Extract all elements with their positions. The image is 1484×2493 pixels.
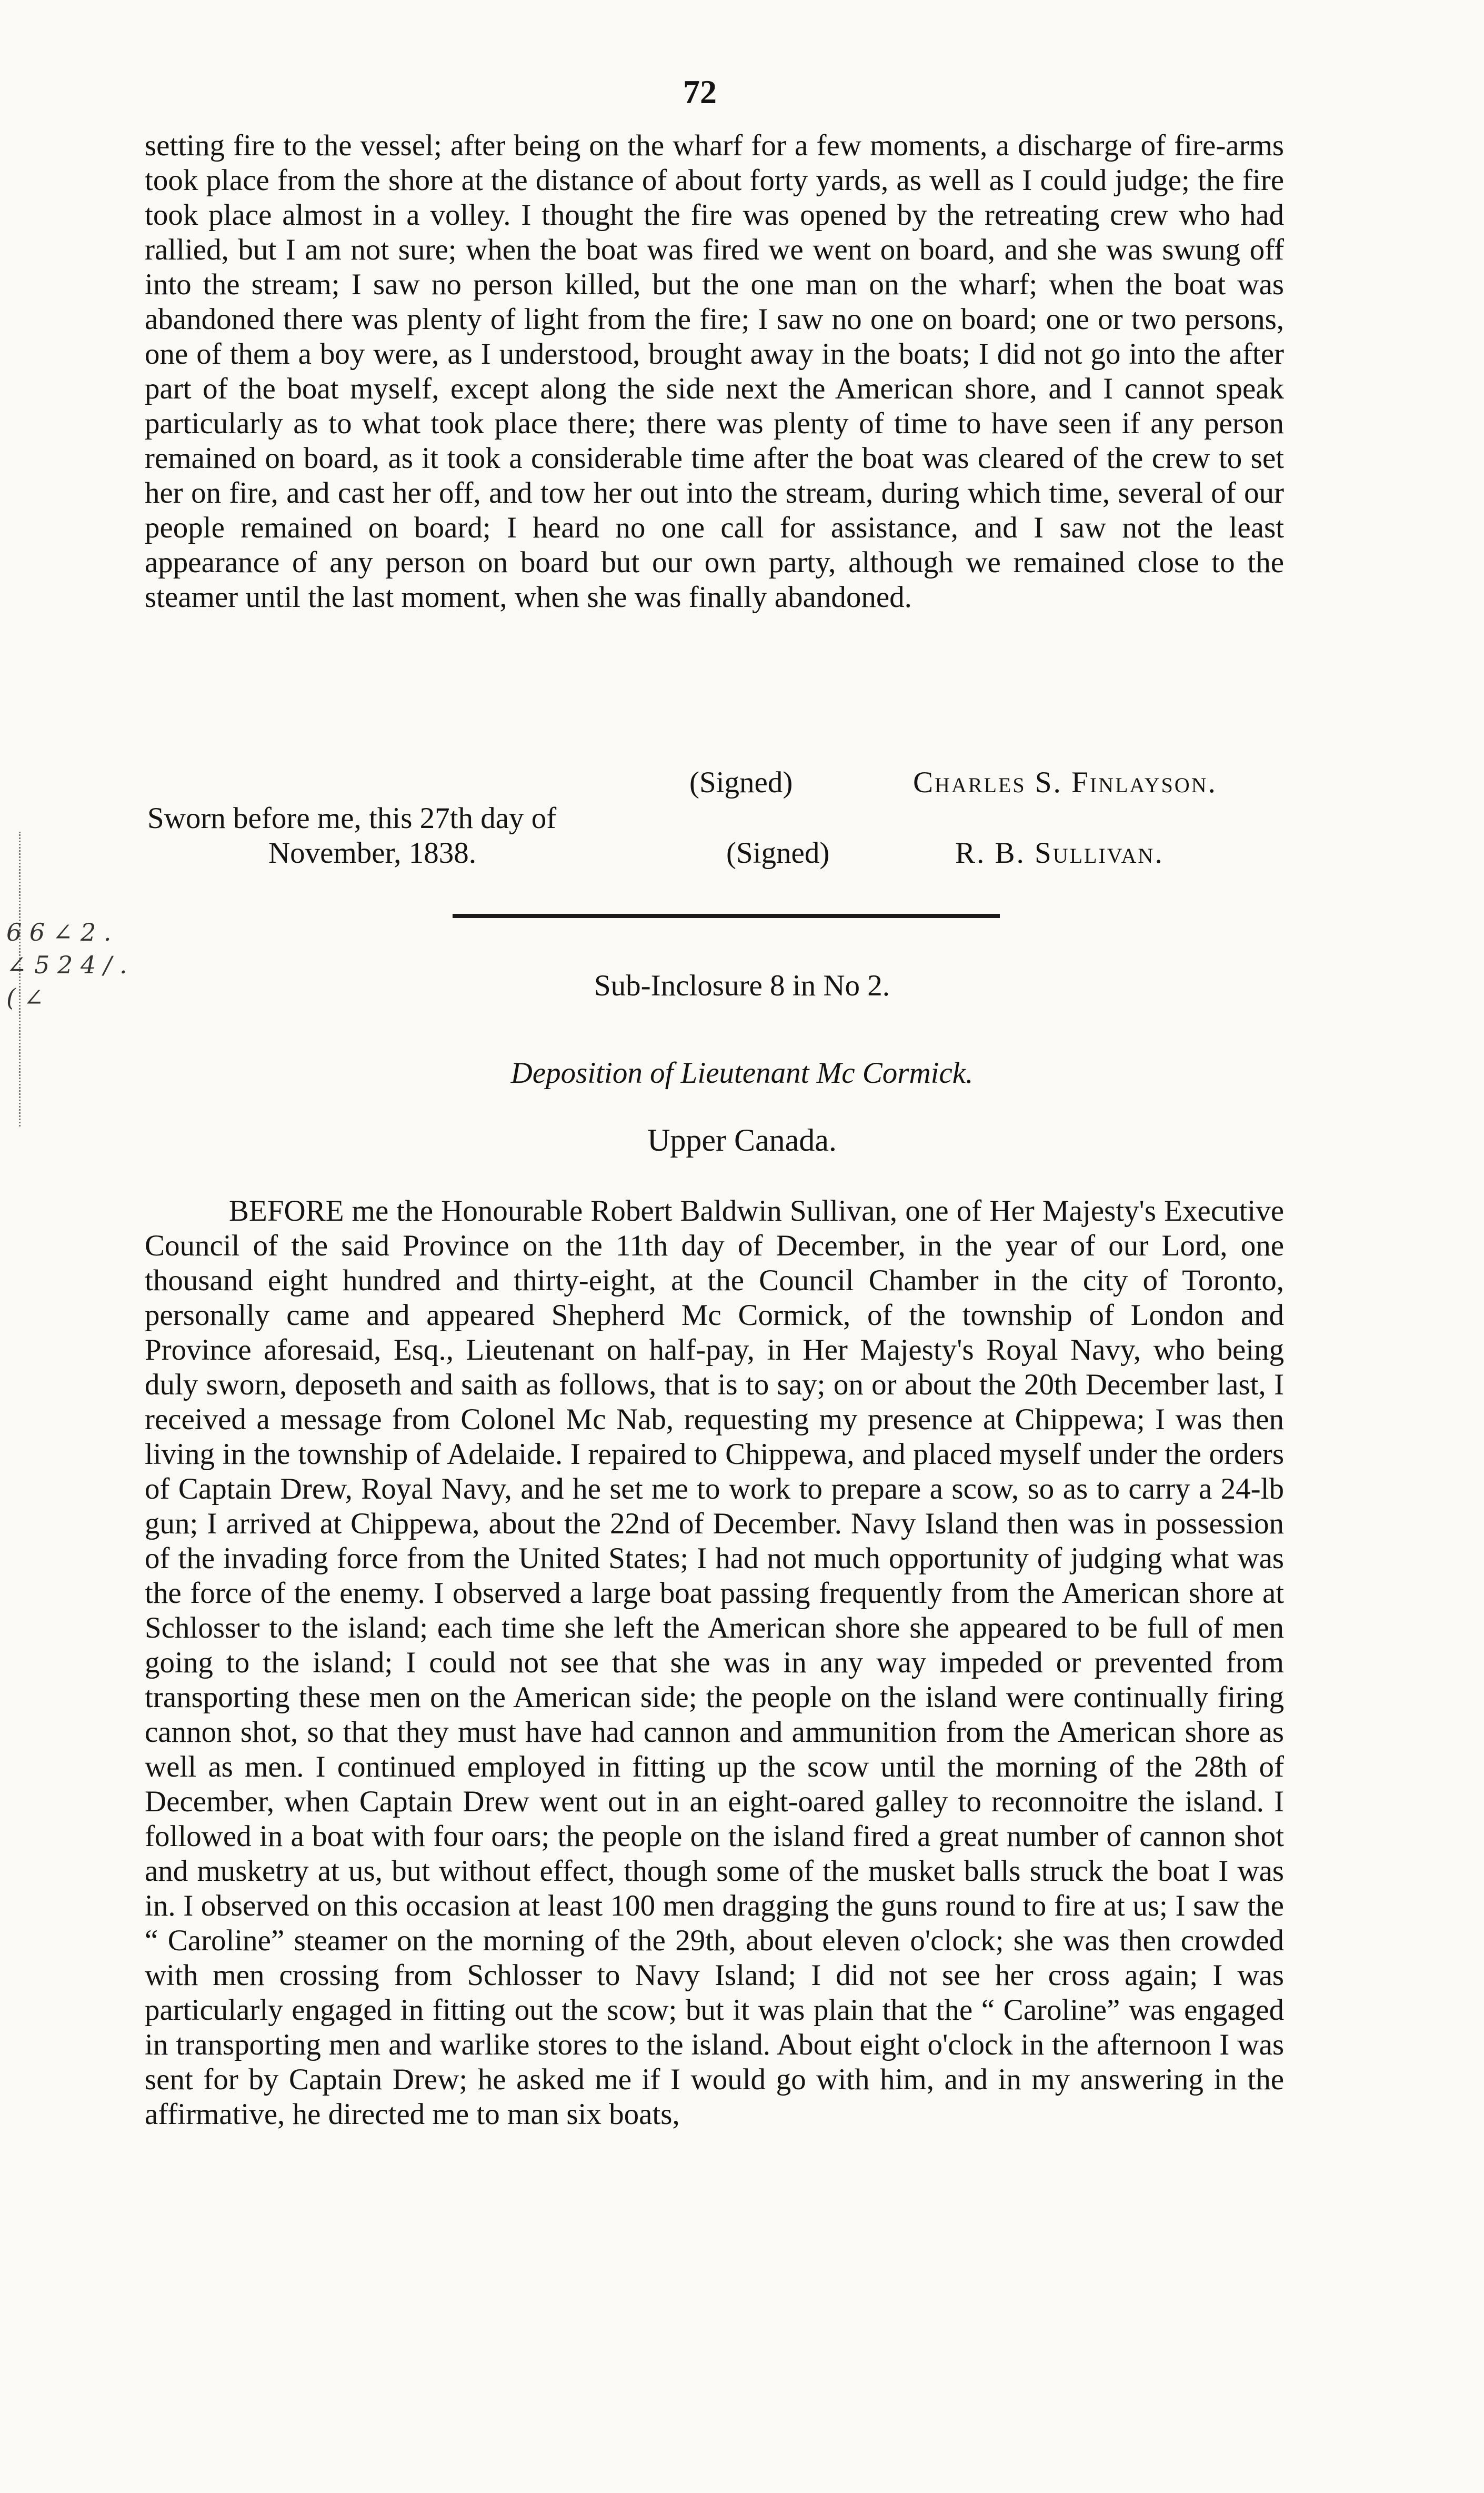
handwritten-margin-note: 6 6 ∠ 2 . ∠ 5 2 4 / . ( ∠	[6, 918, 127, 1012]
section-divider-rule	[453, 914, 1000, 918]
magistrate-name: R. B. Sullivan.	[955, 836, 1164, 870]
deposition-title: Deposition of Lieutenant Mc Cormick.	[510, 1056, 974, 1090]
sworn-statement-line-2: November, 1838.	[268, 836, 477, 870]
deposition-body-continued: setting fire to the vessel; after being on the wharf for a few moments, a discharge of fire-arms took place from the shore at the distance of about forty yards, as well as I could judge; the fire took place almost in a volley. I thought the fire was opened by the retreating crew who had rallied, but I am not sure; when the boat was fired we went on board, and she was swung off into the stream; I saw no person killed, but the one man on the wharf; when the boat was abandoned there was plenty of light from the fire; I saw no one on board; one or two persons, one of them a boy were, as I understood, brought away in the boats; I did not go into the after part of the boat myself, except along the side next the American shore, and I cannot speak particularly as to what took place there; there was plenty of time to have seen if any person remained on board, as it took a considerable time after the boat was cleared of the crew to set her on fire, and cast her off, and tow her out into the stream, during which time, several of our people remained on board; I heard no one call for assistance, and I saw not the least appearance of any person on board but our own party, although we remained close to the steamer until the last moment, when she was finally abandoned.	[145, 129, 1284, 614]
signed-label-2: (Signed)	[726, 836, 830, 870]
sworn-statement-line-1: Sworn before me, this 27th day of	[147, 802, 557, 835]
sub-inclosure-heading: Sub-Inclosure 8 in No 2.	[594, 969, 890, 1002]
signed-label: (Signed)	[689, 766, 793, 799]
deposition-body: BEFORE me the Honourable Robert Baldwin Sullivan, one of Her Majesty's Executive Council of the said Province on the 11th day of December, in the year of our Lord, one thousand eight hundred and thirty-eight, at the Council Chamber in the city of Toronto, personally came and appeared Shepherd Mc Cormick, of the township of London and Province aforesaid, Esq., Lieutenant on half-pay, in Her Majesty's Royal Navy, who being duly sworn, deposeth and saith as follows, that is to say; on or about the 20th December last, I received a message from Colonel Mc Nab, requesting my presence at Chippewa; I was then living in the township of Adelaide. I repaired to Chippewa, and placed myself under the orders of Captain Drew, Royal Navy, and he set me to work to prepare a scow, so as to carry a 24-lb gun; I arrived at Chippewa, about the 22nd of December. Navy Island then was in possession of the invading force from the United States; I had not much opportunity of judging what was the force of the enemy. I observed a large boat passing frequently from the American shore at Schlosser to the island; each time she left the American shore she appeared to be full of men going to the island; I could not see that she was in any way impeded or prevented from transporting these men on the American side; the people on the island were continually firing cannon shot, so that they must have had cannon and ammunition from the American shore as well as men. I continued employed in fitting up the scow until the morning of the 28th of December, when Captain Drew went out in an eight-oared galley to reconnoitre the island. I followed in a boat with four oars; the people on the island fired a great number of cannon shot and musketry at us, but without effect, though some of the musket balls struck the boat I was in. I observed on this occasion at least 100 men dragging the guns round to fire at us; I saw the “ Caroline” steamer on the morning of the 29th, about eleven o'clock; she was then crowded with men crossing from Schlosser to Navy Island; I did not see her cross again; I was particularly engaged in fitting out the scow; but it was plain that the “ Caroline” was engaged in transporting men and warlike stores to the island. About eight o'clock in the afternoon I was sent for by Captain Drew; he asked me if I would go with him, and in my answering in the affirmative, he directed me to man six boats,	[145, 1194, 1284, 2131]
signatory-name: Charles S. Finlayson.	[913, 766, 1217, 799]
place-heading: Upper Canada.	[647, 1123, 837, 1158]
page-number: 72	[683, 73, 717, 111]
